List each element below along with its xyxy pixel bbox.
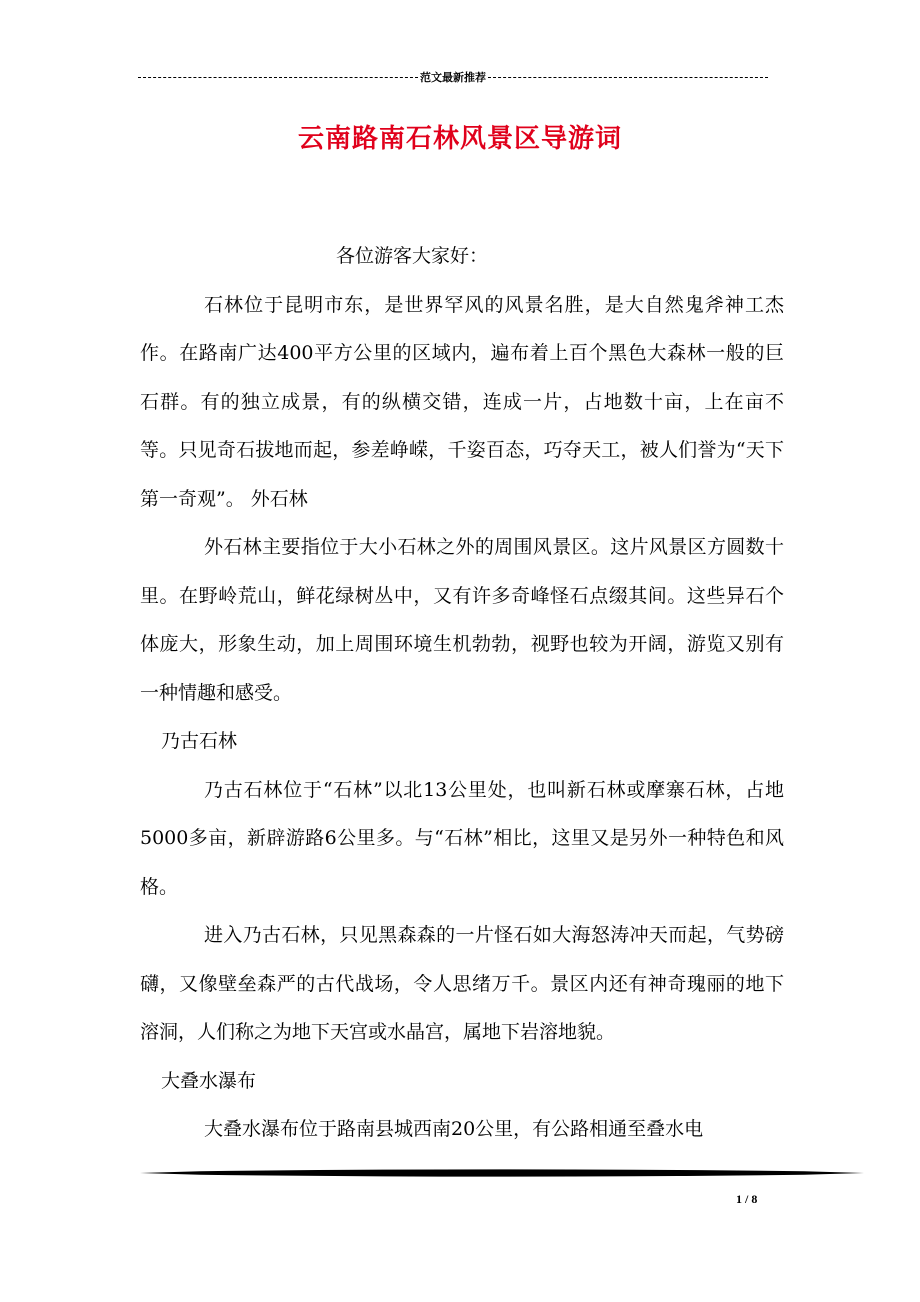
header-label: 范文最新推荐	[420, 71, 486, 84]
header-dash-left	[138, 77, 418, 78]
paragraph-naigu-1: 乃古石林位于“石林”以北13公里处，也叫新石林或摩寨石林，占地5000多亩，新辟游路6公里多。与“石林”相比，这里又是另外一种特色和风格。	[140, 778, 784, 898]
paragraph-naigu-2: 进入乃古石林，只见黑森森的一片怪石如大海怒涛冲天而起，气势磅礴，又像壁垒森严的古代战场，令人思绪万千。景区内还有神奇瑰丽的地下溶洞，人们称之为地下天宫或水晶宫，属地下岩溶地貌。	[140, 924, 784, 1043]
header-dash-right	[488, 77, 768, 78]
paragraph-dadieshui: 大叠水瀑布位于路南县城西南20公里，有公路相通至叠水电	[204, 1118, 704, 1140]
greeting: 各位游客大家好：	[336, 245, 489, 267]
document-body	[140, 232, 784, 1154]
subheading-naigu: 乃古石林	[161, 730, 238, 752]
page-number: 1 / 8	[736, 1192, 758, 1206]
footer-divider	[140, 1166, 864, 1180]
paragraph-outer-stone-forest: 外石林主要指位于大小石林之外的周围风景区。这片风景区方圆数十里。在野岭荒山，鲜花绿树丛中，又有许多奇峰怪石点缀其间。这些异石个体庞大，形象生动，加上周围环境生机勃勃，视野也较为开阔，游览又别有一种情趣和感受。	[140, 536, 784, 704]
page-header	[138, 68, 768, 86]
subheading-dadieshui: 大叠水瀑布	[161, 1069, 257, 1092]
paragraph-intro: 石林位于昆明市东，是世界罕风的风景名胜，是大自然鬼斧神工杰作。在路南广达400平方公里的区域内，遍布着上百个黑色大森林一般的巨石群。有的独立成景，有的纵横交错，连成一片，占地数十亩，上在亩不等。只见奇石拔地而起，参差峥嵘，千姿百态，巧夺天工，被人们誉为“天下第一奇观”。 外石林	[140, 293, 784, 510]
document-title: 云南路南石林风景区导游词	[297, 124, 622, 154]
